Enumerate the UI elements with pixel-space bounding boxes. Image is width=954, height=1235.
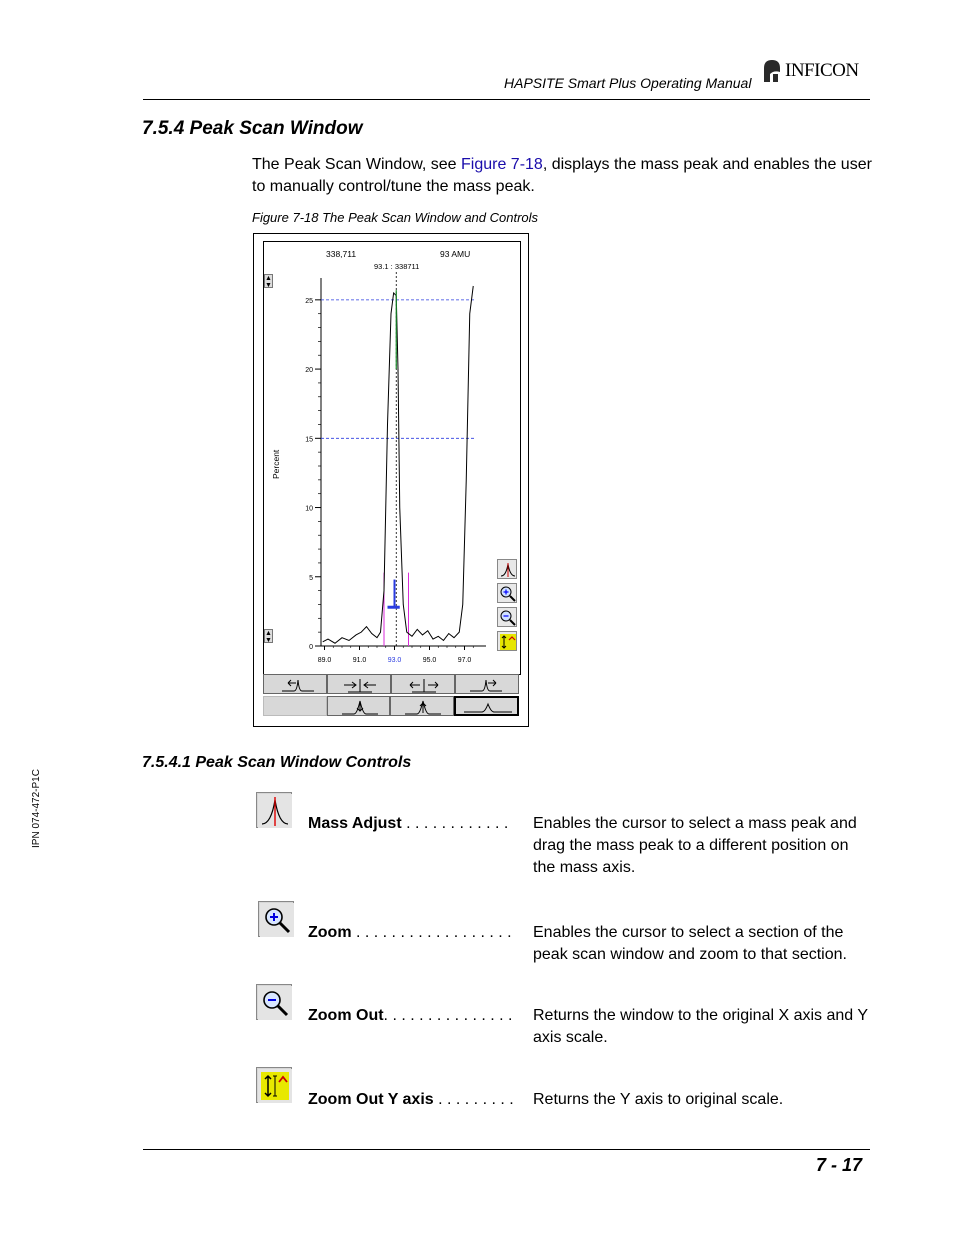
desc-mass-adjust: Enables the cursor to select a mass peak and drag the mass peak to a different position on the mass axis. [533, 815, 857, 876]
readout-counts: 338,711 [326, 249, 357, 259]
subsection-title: 7.5.4.1 Peak Scan Window Controls [142, 754, 412, 771]
term-zoom-out-y-axis: Zoom Out Y axis . . . . . . . . . [308, 1091, 514, 1108]
page-number: 7 - 17 [816, 1155, 863, 1175]
mass-adjust-icon [257, 793, 293, 829]
shift-left-button[interactable] [263, 674, 327, 694]
y-tick-label: 5 [309, 574, 313, 582]
inficon-logo [760, 58, 875, 86]
footer-rule [143, 1149, 870, 1150]
header-rule [143, 99, 870, 100]
zoom-in-button[interactable] [497, 583, 517, 603]
x-tick-label: 93.0 [387, 657, 402, 664]
widen-icon [392, 675, 456, 695]
zoom-out-icon [257, 985, 293, 1021]
figure-caption: Figure 7-18 The Peak Scan Window and Controls [252, 210, 539, 225]
zoom-in-icon [259, 902, 295, 938]
logo-text: INFICON [785, 60, 859, 81]
y-tick-label: 15 [305, 436, 313, 444]
desc-zoom-out-y-axis: Returns the Y axis to original scale. [533, 1091, 784, 1108]
peak-scan-plot [264, 242, 520, 674]
term-zoom: Zoom . . . . . . . . . . . . . . . . . . [308, 924, 512, 941]
mass-adjust-button[interactable] [497, 559, 517, 579]
zoom-out-y-axis-icon [257, 1068, 293, 1104]
decrease-height-icon [328, 697, 392, 717]
default-scan-button[interactable] [454, 696, 520, 716]
readout-amu: 93 AMU [440, 249, 471, 259]
manual-title: HAPSITE Smart Plus Operating Manual [504, 75, 752, 91]
x-tick-label: 95.0 [422, 657, 437, 664]
mass-adjust-icon-box [256, 792, 292, 828]
x-tick-label: 91.0 [352, 657, 367, 664]
document-code: IPN 074-472-P1C [31, 769, 42, 848]
x-tick-label: 97.0 [457, 657, 472, 664]
y-axis-label: Percent [271, 449, 281, 479]
scroll-down-arrow[interactable]: ▲ ▼ [265, 630, 272, 644]
zoom-out-icon [498, 608, 518, 628]
blank-control [263, 696, 327, 716]
mass-adjust-icon [498, 560, 518, 580]
zoom-out-y-axis-icon [498, 632, 518, 652]
increase-height-icon [391, 697, 455, 717]
increase-height-button[interactable] [390, 696, 454, 716]
y-tick-label: 25 [305, 297, 313, 305]
y-tick-label: 10 [305, 505, 313, 513]
shift-left-icon [264, 675, 328, 695]
intro-paragraph: The Peak Scan Window, see Figure 7-18, displays the mass peak and enables the user to manually control/tune the mass peak. [252, 156, 872, 195]
peak-scan-window [263, 241, 521, 675]
desc-zoom: Enables the cursor to select a section of the peak scan window and zoom to that section. [533, 924, 847, 963]
decrease-height-button[interactable] [327, 696, 391, 716]
zoom-out-y-axis-button[interactable] [497, 631, 517, 651]
term-zoom-out: Zoom Out. . . . . . . . . . . . . . . [308, 1007, 513, 1024]
zoom-icon-box [258, 901, 294, 937]
zoom-out-y-axis-icon-box [256, 1067, 292, 1103]
y-tick-label: 20 [305, 367, 313, 375]
zoom-in-icon [498, 584, 518, 604]
shift-right-icon [456, 675, 520, 695]
control-row-bottom [263, 696, 519, 716]
peak-label: 93.1 : 338711 [374, 262, 420, 271]
narrow-icon [328, 675, 392, 695]
widen-button[interactable] [391, 674, 455, 694]
desc-zoom-out: Returns the window to the original X axis and Y axis scale. [533, 1007, 868, 1046]
narrow-button[interactable] [327, 674, 391, 694]
section-title: 7.5.4 Peak Scan Window [142, 118, 363, 139]
zoom-out-icon-box [256, 984, 292, 1020]
control-row-top [263, 674, 519, 694]
default-scan-icon [456, 698, 520, 718]
y-tick-label: 0 [309, 644, 313, 651]
scan-trace [323, 286, 474, 643]
shift-right-button[interactable] [455, 674, 519, 694]
x-tick-label: 89.0 [317, 657, 332, 664]
term-mass-adjust: Mass Adjust . . . . . . . . . . . . [308, 815, 509, 832]
figure-link[interactable]: Figure 7-18 [461, 156, 543, 173]
scroll-up-arrow[interactable]: ▲ ▼ [265, 275, 272, 289]
inficon-logo-mark-icon [760, 58, 784, 84]
zoom-out-button[interactable] [497, 607, 517, 627]
